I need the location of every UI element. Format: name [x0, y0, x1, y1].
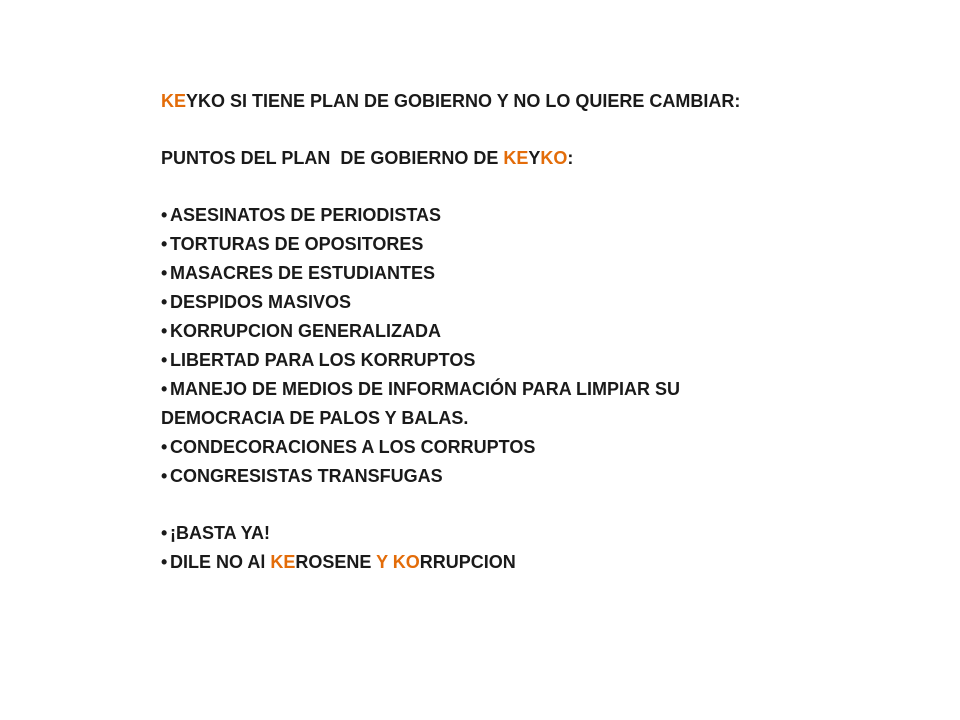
subheading-part: :	[567, 148, 574, 168]
bullet-text: CONDECORACIONES A LOS CORRUPTOS	[170, 437, 536, 457]
bullet-item	[161, 317, 861, 346]
bullet-icon: •	[161, 552, 168, 572]
bullet-icon: •	[161, 292, 168, 312]
slide-subheading	[161, 144, 861, 173]
bullet-continuation: DEMOCRACIA DE PALOS Y BALAS.	[161, 408, 469, 428]
slide-heading	[161, 87, 861, 116]
bullet-text: ASESINATOS DE PERIODISTAS	[170, 205, 442, 225]
bullet-icon: •	[161, 466, 168, 486]
bullet-text: DESPIDOS MASIVOS	[170, 292, 352, 312]
bullet-text: MASACRES DE ESTUDIANTES	[170, 263, 436, 283]
bullet-text: CONGRESISTAS TRANSFUGAS	[170, 466, 443, 486]
closing-text-part: RRUPCION	[419, 552, 516, 572]
heading-part: KE	[161, 91, 187, 111]
slide-text-body	[161, 87, 861, 577]
spacer	[161, 116, 861, 144]
bullet-item	[161, 346, 861, 375]
spacer	[161, 173, 861, 201]
closing-text-part: ROSENE	[295, 552, 377, 572]
bullet-text: MANEJO DE MEDIOS DE INFORMACIÓN PARA LIMPIAR SU	[170, 379, 681, 399]
closing-text-part: Y KO	[376, 552, 420, 572]
closing-text-part: DILE NO Al	[170, 552, 271, 572]
bullet-icon: •	[161, 523, 168, 543]
subheading-part: KO	[540, 148, 568, 168]
bullet-item	[161, 462, 861, 491]
bullet-icon: •	[161, 350, 168, 370]
closing-bullet	[161, 519, 861, 548]
closing-text: ¡BASTA YA!	[170, 523, 271, 543]
bullet-text: LIBERTAD PARA LOS KORRUPTOS	[170, 350, 476, 370]
subheading-part: Y	[528, 148, 541, 168]
bullet-item	[161, 201, 861, 230]
bullet-text: TORTURAS DE OPOSITORES	[170, 234, 424, 254]
subheading-part: KE	[503, 148, 529, 168]
spacer	[161, 491, 861, 519]
bullet-icon: •	[161, 205, 168, 225]
bullet-item	[161, 433, 861, 462]
closing-bullet	[161, 548, 861, 577]
bullet-text: KORRUPCION GENERALIZADA	[170, 321, 442, 341]
bullet-icon: •	[161, 437, 168, 457]
bullet-icon: •	[161, 321, 168, 341]
closing-text-part: KE	[270, 552, 296, 572]
bullet-item	[161, 288, 861, 317]
bullet-icon: •	[161, 379, 168, 399]
bullet-icon: •	[161, 234, 168, 254]
heading-part: YKO SI TIENE PLAN DE GOBIERNO Y NO LO QUIERE CAMBIAR:	[186, 91, 741, 111]
bullet-item	[161, 259, 861, 288]
bullet-item	[161, 230, 861, 259]
bullet-item	[161, 375, 861, 404]
subheading-part: PUNTOS DEL PLAN DE GOBIERNO DE	[161, 148, 504, 168]
bullet-icon: •	[161, 263, 168, 283]
